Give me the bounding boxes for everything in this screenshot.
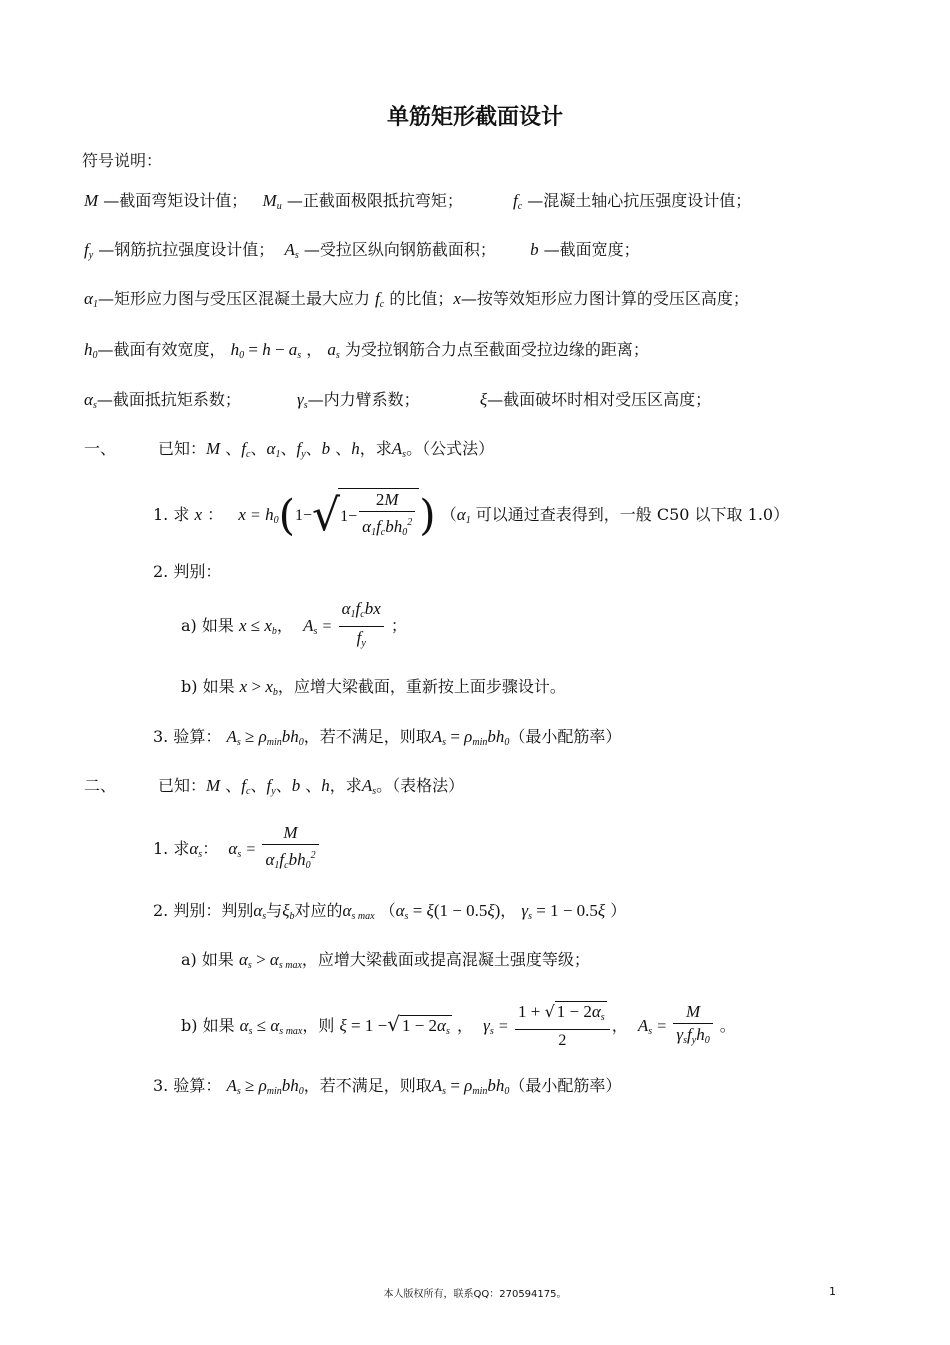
section-1-case-a: a) 如果 $x \le x_b$， $A_s$ = $\frac{\alpha_1f_cbx}{f_y}$ ； <box>181 599 407 649</box>
symbol-row-4: $h_0—$截面有效宽度， $h_0 = h - a_s$ ， $a_s$ 为受拉钢筋合力点至截面受拉边缘的距离； <box>84 340 649 361</box>
section-2-step-3: 3. 验算： $A_s \ge \rho_{min}bh_0$，若不满足，则取$A_s = \rho_{min}bh_0$（最小配筋率） <box>153 1076 622 1097</box>
section-1-heading: 一、 已知：M 、$f_c$、$\alpha_1$、$f_y$、b 、h，求$A_s$。（公式法） <box>84 439 495 460</box>
section-2-case-a: a) 如果 $\alpha_s > \alpha_{s max}$，应增大梁截面或提高混凝土强度等级； <box>181 950 590 971</box>
section-2-heading: 二、 已知：M 、$f_c$、$f_y$、b 、h，求$A_s$。（表格法） <box>84 776 465 797</box>
page-number: 1 <box>829 1285 836 1298</box>
section-2-step-2: 2. 判别：判别$\alpha_s$与$\xi_b$对应的$\alpha_{s max}$ （$\alpha_s = \xi(1 - 0.5\xi)$， $\gamma_s = 1 - 0.5\xi$ ） <box>153 901 627 922</box>
page-title: 单筋矩形截面设计 <box>386 105 563 130</box>
symbol-row-3: $\alpha_1—$矩形应力图与受压区混凝土最大应力 $f_c$ 的比值；x—按等效矩形应力图计算的受压区高度； <box>84 289 749 310</box>
section-1-step-1: 1. 求 x ： $x = h_0(1-√1-$ $\frac{2M}{\alpha_1f_cbh_0^2}$ ) （$\alpha_1$ 可以通过查表得到，一般 C50 以下取 1.0） <box>153 487 789 549</box>
symbols-heading: 符号说明： <box>82 151 163 170</box>
symbol-row-5: $\alpha_s—$截面抵抗矩系数； $\gamma_s—$内力臂系数； ξ—截面破坏时相对受压区高度； <box>84 390 712 411</box>
section-1-step-2: 2. 判别： <box>153 562 222 581</box>
section-2-step-1: 1. 求$\alpha_s$： $\alpha_s$ = $\frac{M}{\alpha_1f_cbh_0^2}$ <box>153 822 321 880</box>
section-1-step-3: 3. 验算： $A_s \ge \rho_{min}bh_0$，若不满足，则取$A_s = \rho_{min}bh_0$（最小配筋率） <box>153 727 622 748</box>
section-2-case-b: b) 如果 $\alpha_s \le \alpha_{s max}$，则 ξ = 1 −√ $1 - 2\alpha_s$ ， $\gamma_s$ = $\frac{1 + √ 1 - 2\alpha_s}{2}$ ， $A_s$ = $\frac{M}{\gamma_sf_yh_0}$ 。 <box>181 1002 736 1049</box>
symbol-row-1: M —截面弯矩设计值； $M_u$ —正截面极限抵抗弯矩； $f_c$ —混凝土轴心抗压强度设计值； <box>84 191 752 212</box>
section-1-case-b: b) 如果 $x > x_b$，应增大梁截面，重新按上面步骤设计。 <box>181 677 566 698</box>
page-footer: 本人版权所有，联系QQ：270594175。 <box>383 1289 567 1300</box>
symbol-row-2: $f_y$ —钢筋抗拉强度设计值； $A_s$ —受拉区纵向钢筋截面积； b —截面宽度； <box>84 240 640 261</box>
